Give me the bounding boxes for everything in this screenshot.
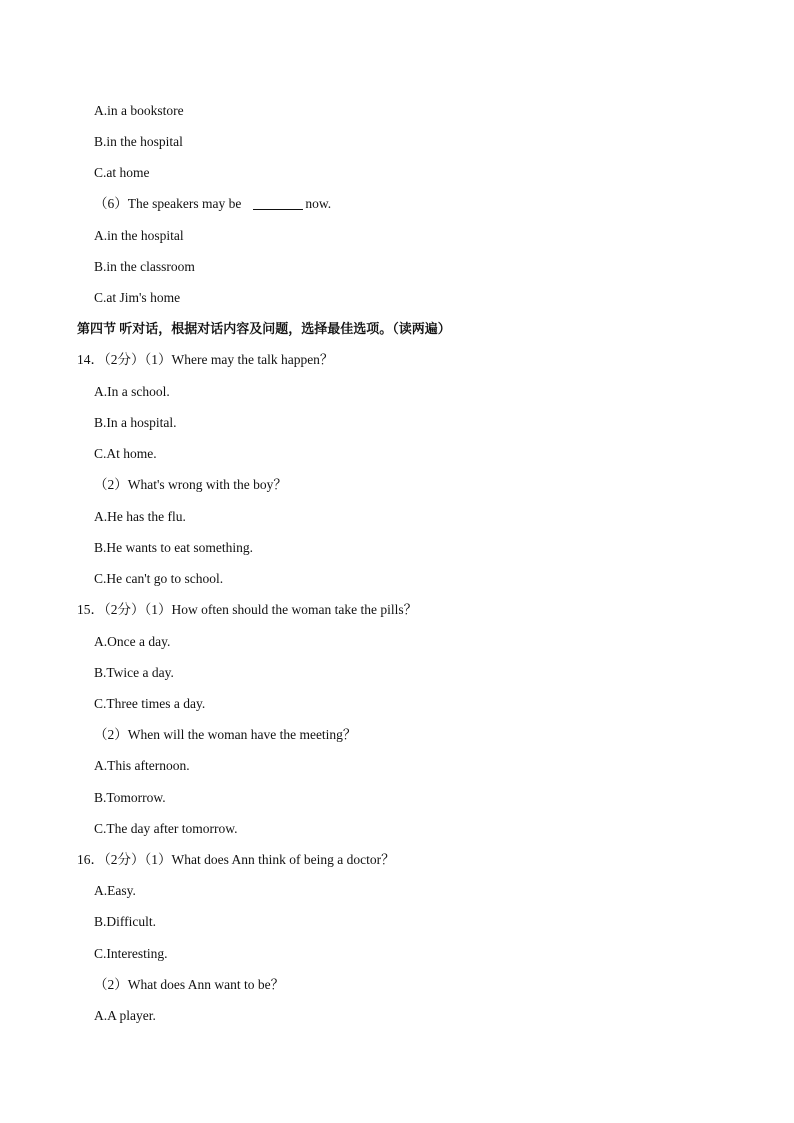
question-15-head: 15．（2分）（1）How often should the woman take the pills？	[77, 602, 418, 617]
q14-sub2-option-c: C.He can't go to school.	[94, 571, 224, 586]
q16-option-c: C.Interesting.	[94, 946, 168, 961]
q16-sub2-option-a: A.A player.	[94, 1008, 156, 1023]
q14-option-b: B.In a hospital.	[94, 415, 177, 430]
answer-blank	[253, 197, 303, 210]
q14-option-a: A.In a school.	[94, 384, 170, 399]
question-14-head: 14．（2分）（1）Where may the talk happen？	[77, 352, 334, 367]
q14-sub2-option-b: B.He wants to eat something.	[94, 540, 253, 555]
q15-option-b: B.Twice a day.	[94, 665, 174, 680]
q15-sub-question-2: （2）When will the woman have the meeting？	[94, 727, 357, 742]
question-16-head: 16．（2分）（1）What does Ann think of being a doctor？	[77, 852, 395, 867]
q14-sub-question-2: （2）What's wrong with the boy？	[94, 477, 287, 492]
q15-option-c: C.Three times a day.	[94, 696, 206, 711]
q16-option-b: B.Difficult.	[94, 914, 156, 929]
sub-question-6	[94, 197, 331, 211]
q15-sub2-option-a: A.This afternoon.	[94, 758, 190, 773]
q15-sub2-option-c: C.The day after tomorrow.	[94, 821, 238, 836]
option-b: B.in the hospital	[94, 134, 183, 149]
option-c: C.at Jim's home	[94, 290, 181, 305]
sub-question-6-suffix: now.	[305, 196, 332, 211]
q14-sub2-option-a: A.He has the flu.	[94, 509, 186, 524]
option-a: A.in a bookstore	[94, 103, 184, 118]
option-c: C.at home	[94, 165, 150, 180]
option-b: B.in the classroom	[94, 259, 195, 274]
q15-option-a: A.Once a day.	[94, 634, 171, 649]
section-heading: 第四节 听对话，根据对话内容及问题，选择最佳选项。（读两遍）	[77, 321, 451, 336]
q15-sub2-option-b: B.Tomorrow.	[94, 790, 166, 805]
option-a: A.in the hospital	[94, 228, 184, 243]
sub-question-6-prefix: （6）The speakers may be	[94, 196, 242, 211]
q14-option-c: C.At home.	[94, 446, 157, 461]
q16-option-a: A.Easy.	[94, 883, 136, 898]
q16-sub-question-2: （2）What does Ann want to be？	[94, 977, 285, 992]
